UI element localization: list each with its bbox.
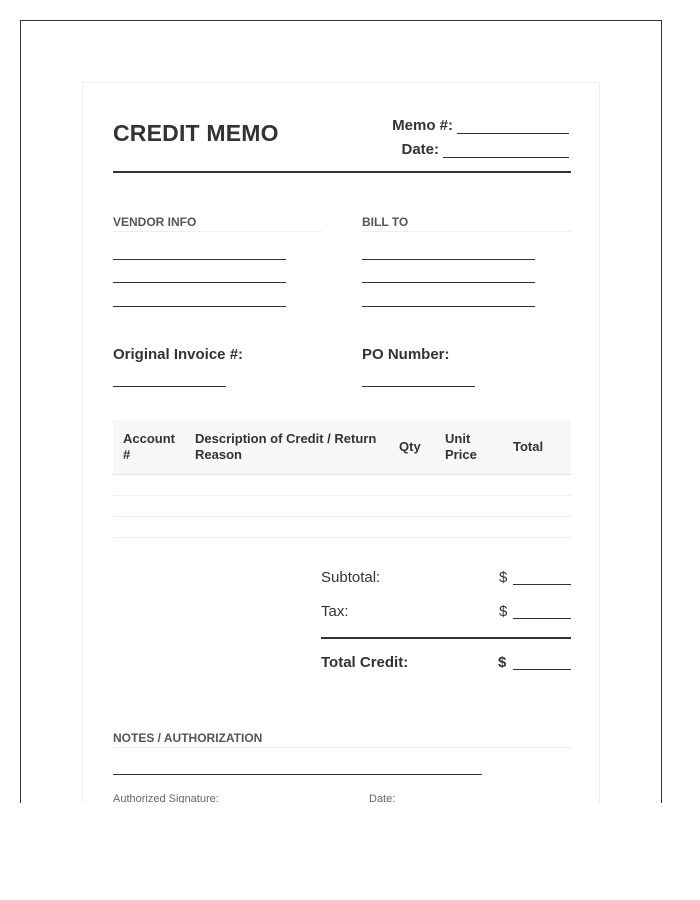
table-header-row — [113, 420, 571, 475]
subtotal-currency: $ — [499, 569, 508, 586]
vendor-line-3[interactable] — [113, 306, 286, 307]
subtotal-blank[interactable] — [513, 584, 571, 585]
col-total: Total — [503, 420, 571, 475]
tax-blank[interactable] — [513, 618, 571, 619]
col-unit-price: Unit Price — [435, 420, 503, 475]
bill-to-label: BILL TO — [362, 215, 409, 229]
original-invoice-label: Original Invoice #: — [113, 346, 244, 363]
date-blank[interactable] — [443, 145, 569, 158]
header-divider — [113, 171, 571, 173]
vendor-info-divider — [113, 231, 322, 232]
credit-memo-sheet — [82, 82, 600, 803]
memo-number-label: Memo #: — [392, 117, 453, 134]
bill-to-divider — [362, 231, 571, 232]
memo-title: CREDIT MEMO — [113, 120, 279, 146]
totals-divider — [321, 637, 571, 639]
authorized-signature-label: Authorized Signature: — [113, 793, 219, 803]
tax-currency: $ — [499, 603, 508, 620]
date-label: Date: — [401, 141, 439, 158]
total-credit-currency: $ — [498, 654, 507, 671]
subtotal-label: Subtotal: — [321, 569, 381, 586]
bill-to-line-1[interactable] — [362, 259, 535, 260]
vendor-info-label: VENDOR INFO — [113, 215, 197, 229]
memo-number-blank[interactable] — [457, 121, 569, 134]
credit-items-table — [113, 420, 571, 538]
notes-divider — [113, 747, 571, 748]
bill-to-line-2[interactable] — [362, 282, 535, 283]
total-credit-blank[interactable] — [513, 669, 571, 670]
original-invoice-blank[interactable] — [113, 386, 226, 387]
table-row[interactable] — [113, 496, 571, 517]
page-frame — [20, 20, 662, 803]
signature-date-label: Date: — [369, 793, 396, 803]
table-row[interactable] — [113, 475, 571, 496]
tax-label: Tax: — [321, 603, 349, 620]
date-row — [401, 141, 569, 158]
table-row[interactable] — [113, 517, 571, 538]
bill-to-line-3[interactable] — [362, 306, 535, 307]
total-credit-label: Total Credit: — [321, 654, 409, 671]
notes-authorization-label: NOTES / AUTHORIZATION — [113, 731, 263, 745]
col-qty: Qty — [389, 420, 435, 475]
memo-number-row — [392, 117, 569, 134]
po-number-label: PO Number: — [362, 346, 450, 363]
col-description: Description of Credit / Return Reason — [185, 420, 389, 475]
po-number-blank[interactable] — [362, 386, 475, 387]
vendor-line-2[interactable] — [113, 282, 286, 283]
col-account: Account # — [113, 420, 185, 475]
signature-line[interactable] — [113, 774, 482, 775]
vendor-line-1[interactable] — [113, 259, 286, 260]
